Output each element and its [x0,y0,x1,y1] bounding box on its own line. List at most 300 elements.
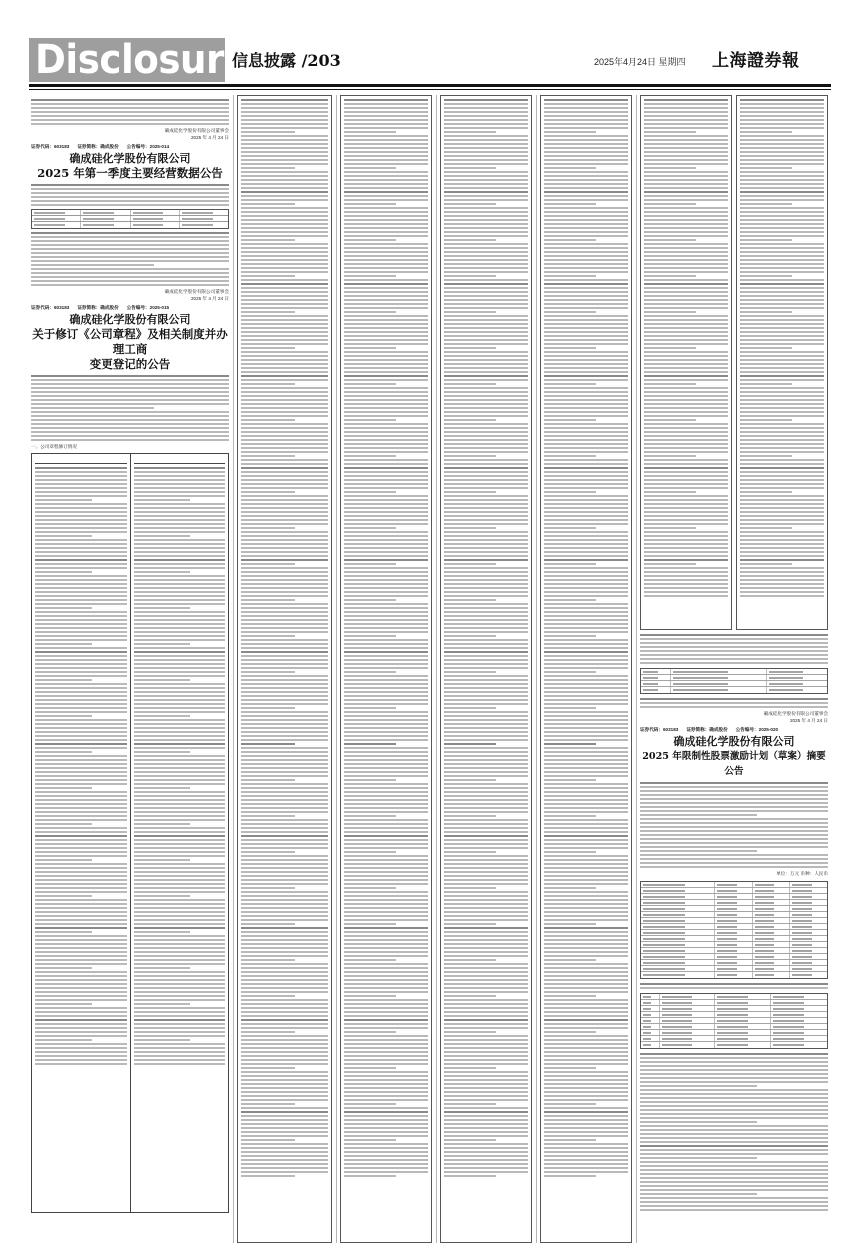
text-line [644,363,728,365]
text-line [344,639,428,641]
text-line [241,1019,328,1021]
text-line [344,1131,428,1133]
text-line [444,903,528,905]
text-line [344,607,428,609]
text-line [134,851,226,853]
text-line [544,1075,628,1077]
text-line [241,747,328,749]
announcement-title: 2025 年限制性股票激励计划（草案）摘要公告 [642,751,826,777]
table-cell [771,1030,827,1035]
text-line [241,503,328,505]
text-line [344,883,428,885]
text-line [35,631,127,633]
text-line [444,639,528,641]
text-line [344,583,428,585]
text-line [241,591,328,593]
text-line [241,247,328,249]
text-line [344,727,428,729]
text-line [444,271,528,273]
text-line [444,587,528,589]
text-line [134,667,226,669]
text-line [444,847,528,849]
text-line [134,1055,226,1057]
text-line [444,295,528,297]
text-line [35,763,127,765]
text-line [241,143,328,145]
text-line [640,806,828,808]
text-line [544,131,596,133]
text-line [644,531,728,533]
text-line [241,1175,295,1177]
text-line [344,543,428,545]
text-line [241,483,328,485]
text-line [134,523,226,525]
text-line [444,843,528,845]
text-line [444,943,528,945]
text-line [444,711,528,713]
text-line [241,455,295,457]
text-line [134,475,226,477]
text-line [644,335,728,337]
text-line [644,203,696,205]
text-line [344,743,396,745]
table-cell [753,948,790,953]
text-line [35,951,127,953]
fill-text [640,1053,828,1211]
table-cell [790,972,827,978]
text-line [740,391,824,393]
text-line [241,479,328,481]
text-line [444,831,528,833]
text-line [444,451,528,453]
text-line [644,463,728,465]
text-line [134,591,226,593]
table-cell [790,948,827,953]
text-line [544,879,628,881]
text-line [544,251,628,253]
text-line [241,263,328,265]
text-line [134,671,226,673]
text-line [740,255,824,257]
text-line [344,395,428,397]
text-line [35,483,127,485]
section-logo [29,37,249,83]
text-line [344,915,428,917]
text-line [544,711,628,713]
text-line [241,295,328,297]
text-line [444,1011,528,1013]
text-line [640,1057,828,1059]
text-line [544,431,628,433]
text-line [740,111,824,113]
column-divider [233,95,234,1243]
text-line [740,183,824,185]
text-line [740,423,824,425]
text-line [644,159,728,161]
fill-text [640,634,828,664]
table-cell [641,994,660,999]
text-line [241,631,328,633]
text-line [544,607,628,609]
text-line [35,651,127,653]
text-line [35,931,92,933]
text-line [444,471,528,473]
text-line [444,223,528,225]
text-line [35,799,127,801]
text-line [544,283,628,285]
text-line [444,751,528,753]
text-line [134,703,226,705]
text-line [644,439,728,441]
text-line [134,843,226,845]
text-line [444,895,528,897]
text-line [640,1125,828,1127]
text-line [444,1175,496,1177]
text-line [344,507,428,509]
text-line [444,823,528,825]
text-line [35,675,127,677]
text-line [344,759,428,761]
text-line [544,871,628,873]
text-line [644,135,728,137]
text-line [344,739,428,741]
table-cell [771,994,827,999]
text-line [35,1023,127,1025]
text-line [241,1011,328,1013]
text-line [134,771,226,773]
text-line [241,1143,328,1145]
text-line [31,248,229,250]
text-line [35,687,127,689]
text-line [241,327,328,329]
text-line [344,879,428,881]
table-cell [753,912,790,917]
text-line [444,619,528,621]
text-line [644,511,728,513]
text-line [444,527,496,529]
text-line [134,499,191,501]
text-line [344,911,428,913]
text-line [444,1095,528,1097]
text-line [740,315,824,317]
text-line [444,755,528,757]
text-line [344,423,428,425]
text-line [444,679,528,681]
text-line [35,727,127,729]
text-line [344,595,428,597]
text-line [544,911,628,913]
text-line [344,795,428,797]
text-line [640,1093,828,1095]
text-line [344,919,428,921]
text-line [544,223,628,225]
text-line [544,407,628,409]
text-line [344,151,428,153]
text-line [35,607,92,609]
text-line [134,811,226,813]
text-line [344,571,428,573]
text-line [544,139,628,141]
text-line [544,1123,628,1125]
text-line [444,1135,528,1137]
text-line [35,479,127,481]
text-line [544,779,596,781]
text-line [344,1087,428,1089]
text-line [544,199,628,201]
text-line [644,595,728,597]
text-line [344,111,428,113]
table-cell [660,1030,716,1035]
text-line [344,803,428,805]
text-line [740,367,824,369]
text-line [344,527,396,529]
text-line [740,515,824,517]
text-line [344,379,428,381]
table-cell [790,882,827,887]
text-line [444,183,528,185]
text-line [740,211,824,213]
text-line [241,855,328,857]
text-line [544,787,628,789]
text-line [544,931,628,933]
text-line [241,399,328,401]
text-line [544,1039,628,1041]
text-line [241,823,328,825]
text-line [444,663,528,665]
text-line [344,387,428,389]
text-line [134,479,226,481]
text-line [544,703,628,705]
text-line [740,355,824,357]
masthead [0,0,857,92]
text-line [640,866,828,868]
text-line [31,383,229,385]
text-line [344,171,428,173]
table-cell [715,906,752,911]
text-line [344,327,428,329]
text-line [644,535,728,537]
text-line [344,599,396,601]
text-line [544,235,628,237]
text-line [544,319,628,321]
text-line [241,843,328,845]
text-line [344,699,428,701]
text-line [241,219,328,221]
text-line [344,1047,428,1049]
table-cell [641,882,715,887]
text-line [640,1105,828,1107]
text-line [544,867,628,869]
comparison-table-continued [237,95,332,1243]
text-line [644,271,728,273]
masthead-rule-thin [29,89,831,90]
text-line [241,1059,328,1061]
text-line [444,211,528,213]
text-line [241,699,328,701]
text-line [740,527,792,529]
text-line [134,983,226,985]
text-line [35,743,127,745]
text-line [35,795,127,797]
text-line [344,1159,428,1161]
text-line [344,935,428,937]
text-line [134,903,226,905]
text-line [344,723,428,725]
text-line [31,204,229,206]
text-line [544,615,628,617]
text-line [444,1063,528,1065]
text-line [241,459,328,461]
text-line [644,503,728,505]
text-line [740,395,824,397]
text-line [740,283,824,285]
text-line [644,139,728,141]
table-cell [715,1006,771,1011]
text-line [644,403,728,405]
text-line [444,1091,528,1093]
text-line [344,987,428,989]
text-line [344,619,428,621]
text-line [344,867,428,869]
text-line [544,523,628,525]
text-line [444,379,528,381]
text-line [740,167,792,169]
comparison-after [131,454,229,1212]
text-line [544,123,628,125]
comparison-table-continued [540,95,632,1243]
text-line [544,299,628,301]
text-line [241,135,328,137]
text-line [544,215,628,217]
text-line [444,1167,528,1169]
text-line [444,655,528,657]
text-line [134,1043,226,1045]
text-line [134,887,226,889]
text-line [444,1039,528,1041]
text-line [241,1147,328,1149]
text-line [344,343,428,345]
text-line [241,871,328,873]
data-table [31,209,229,229]
table-cell [753,936,790,941]
text-line [740,523,824,525]
text-line [241,547,328,549]
text-line [241,99,328,101]
text-line [740,555,824,557]
text-line [544,219,628,221]
announcement-number: 公告编号：2025-020 [735,727,779,732]
text-line [241,147,328,149]
text-line [544,687,628,689]
text-line [35,711,127,713]
table-cell [641,894,715,899]
text-line [544,1047,628,1049]
text-line [241,475,328,477]
text-line [444,987,528,989]
page-title: 信息披露 /203 [232,51,341,70]
text-line [444,491,496,493]
text-line [134,831,226,833]
text-line [35,811,127,813]
text-line [644,163,728,165]
text-line [344,1019,428,1021]
text-line [544,1027,628,1029]
text-line [444,191,528,193]
text-line [35,1019,127,1021]
table-cell [753,966,790,971]
text-line [35,835,127,837]
text-line [444,503,528,505]
text-line [444,143,528,145]
text-line [640,1053,828,1055]
text-line [35,691,127,693]
text-line [444,1087,528,1089]
text-line [444,999,528,1001]
text-line [35,515,127,517]
text-line [644,131,696,133]
text-line [544,771,628,773]
text-line [35,1035,127,1037]
table-cell [715,948,752,953]
table-cell [715,930,752,935]
text-line [134,1019,226,1021]
announcement-header [31,305,229,311]
text-line [241,1135,328,1137]
text-line [644,583,728,585]
text-line [35,723,127,725]
table-cell [790,900,827,905]
text-line [344,415,428,417]
table-cell [715,1024,771,1029]
text-line [544,951,628,953]
text-line [35,659,127,661]
text-line [35,735,127,737]
text-line [544,1083,628,1085]
column-4 [440,95,532,1243]
text-line [344,1091,428,1093]
text-line [544,175,628,177]
text-line [344,203,396,205]
text-line [241,743,295,745]
text-line [241,783,328,785]
text-line [544,603,628,605]
text-line [241,911,328,913]
text-line [444,1171,528,1173]
text-line [544,995,596,997]
text-line [444,199,528,201]
text-line [134,627,226,629]
text-line [35,935,127,937]
text-line [544,439,628,441]
text-line [241,763,328,765]
text-line [344,579,428,581]
text-line [544,1007,628,1009]
text-line [134,527,226,529]
text-line [241,1003,328,1005]
text-line [544,339,628,341]
text-line [444,591,528,593]
text-line [544,731,628,733]
text-line [640,1209,828,1211]
text-line [241,131,295,133]
text-line [344,371,428,373]
text-line [35,851,127,853]
text-line [444,507,528,509]
announcement-title-line-1: 关于修订《公司章程》及相关制度并办理工商 [32,327,228,356]
table-cell [753,954,790,959]
fill-text [640,983,828,989]
text-line [241,979,328,981]
